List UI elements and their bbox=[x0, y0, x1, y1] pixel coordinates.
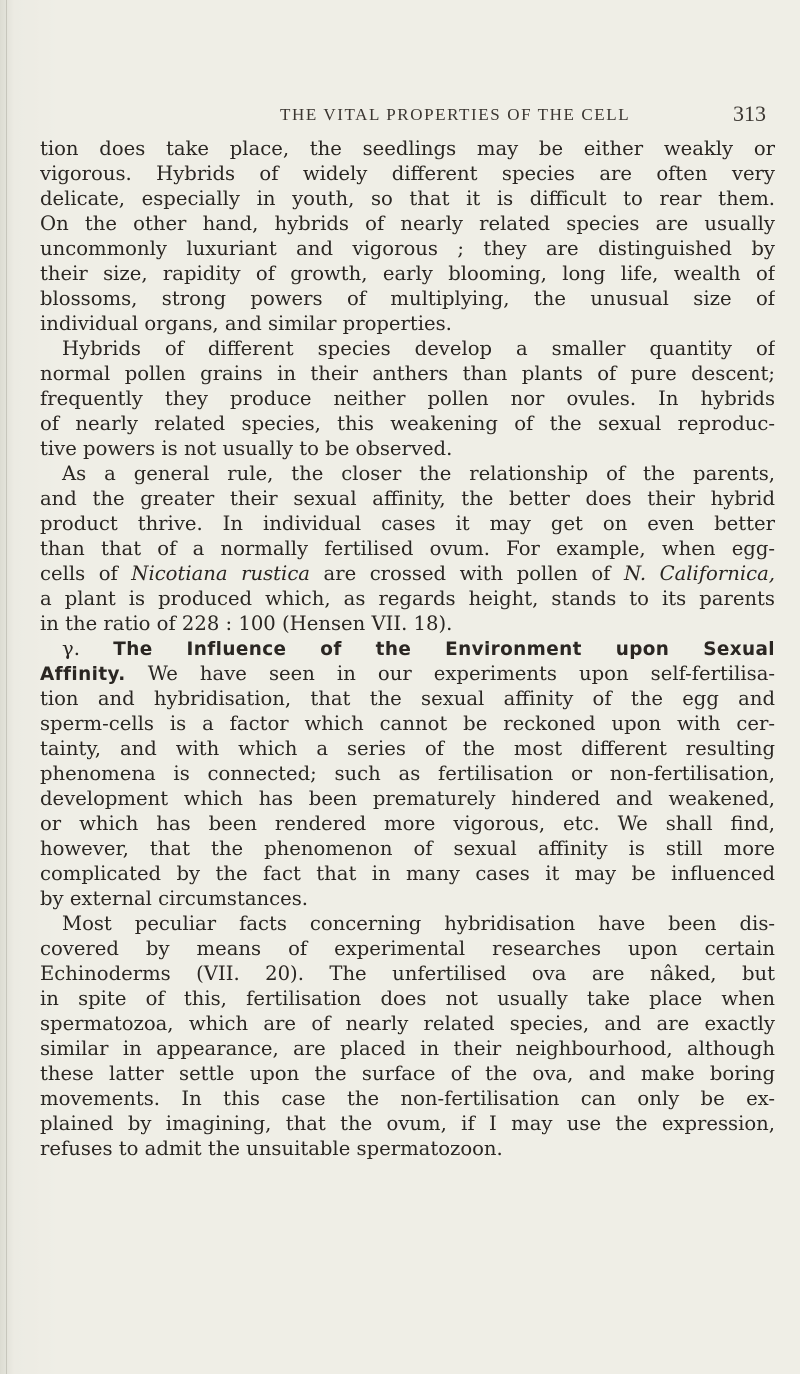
italic-text: Nicotiana rustica bbox=[131, 562, 310, 585]
text-line: complicated by the fact that in many cases it may be influenced bbox=[40, 862, 775, 885]
text-line: however, that the phenomenon of sexual affinity is still more bbox=[40, 837, 775, 860]
text-line: these latter settle upon the surface of the ova, and make boring bbox=[40, 1062, 775, 1085]
text-line: covered by means of experimental researches upon certain bbox=[40, 937, 775, 960]
text-line: blossoms, strong powers of multiplying, the unusual size of bbox=[40, 287, 775, 310]
body-text bbox=[40, 136, 775, 1161]
text-line: phenomena is connected; such as fertilisation or non-fertilisation, bbox=[40, 762, 775, 785]
text-line: vigorous. Hybrids of widely different species are often very bbox=[40, 162, 775, 185]
running-head bbox=[0, 101, 800, 131]
text-line: tion and hybridisation, that the sexual affinity of the egg and bbox=[40, 687, 775, 710]
text-line: or which has been rendered more vigorous, etc. We shall find, bbox=[40, 812, 775, 835]
text-line: tainty, and with which a series of the most different resulting bbox=[40, 737, 775, 760]
text-line: movements. In this case the non-fertilisation can only be ex- bbox=[40, 1087, 775, 1110]
text-line: than that of a normally fertilised ovum. For example, when egg- bbox=[40, 537, 775, 560]
text-line: plained by imagining, that the ovum, if I may use the expression, bbox=[40, 1112, 775, 1135]
running-title: THE VITAL PROPERTIES OF THE CELL bbox=[280, 105, 631, 124]
text-line: delicate, especially in youth, so that it is difficult to rear them. bbox=[40, 187, 775, 210]
text-line: tive powers is not usually to be observed. bbox=[40, 437, 453, 460]
text-line: cells of Nicotiana rustica are crossed with pollen of N. Californica, bbox=[40, 562, 775, 585]
text-line: tion does take place, the seedlings may be either weakly or bbox=[40, 137, 775, 160]
text-line: a plant is produced which, as regards height, stands to its parents bbox=[40, 587, 775, 610]
text-line: sperm-cells is a factor which cannot be reckoned upon with cer- bbox=[40, 712, 775, 735]
text-line: On the other hand, hybrids of nearly related species are usually bbox=[40, 212, 775, 235]
text-line: refuses to admit the unsuitable spermatozoon. bbox=[40, 1137, 503, 1160]
text-line: uncommonly luxuriant and vigorous ; they are distinguished by bbox=[40, 237, 775, 260]
text-line: similar in appearance, are placed in their neighbourhood, although bbox=[40, 1037, 775, 1060]
text-line: normal pollen grains in their anthers than plants of pure descent; bbox=[40, 362, 775, 385]
italic-text: N. Californica, bbox=[623, 562, 775, 585]
text-line: Affinity. We have seen in our experiments upon self-fertilisa- bbox=[40, 662, 775, 685]
page-number: 313 bbox=[733, 101, 766, 126]
text-line: in the ratio of 228 : 100 (Hensen VII. 18). bbox=[40, 612, 453, 635]
text-line: by external circumstances. bbox=[40, 887, 308, 910]
text-line: frequently they produce neither pollen nor ovules. In hybrids bbox=[40, 387, 775, 410]
text-line: their size, rapidity of growth, early blooming, long life, wealth of bbox=[40, 262, 775, 285]
bold-heading-text: Affinity. bbox=[40, 664, 126, 685]
text-line: of nearly related species, this weakening of the sexual reproduc- bbox=[40, 412, 775, 435]
text-line: γ. The Influence of the Environment upon Sexual bbox=[62, 637, 775, 660]
text-line: in spite of this, fertilisation does not usually take place when bbox=[40, 987, 775, 1010]
text-line: As a general rule, the closer the relationship of the parents, bbox=[62, 462, 775, 485]
text-line: development which has been prematurely hindered and weakened, bbox=[40, 787, 775, 810]
page-gutter-edge bbox=[6, 0, 7, 1374]
text-line: Echinoderms (VII. 20). The unfertilised ova are nâked, but bbox=[40, 962, 775, 985]
text-line: Hybrids of different species develop a smaller quantity of bbox=[62, 337, 775, 360]
bold-heading-text: The Influence of the Environment upon Sexual bbox=[113, 639, 775, 660]
text-line: individual organs, and similar properties. bbox=[40, 312, 452, 335]
text-line: spermatozoa, which are of nearly related species, and are exactly bbox=[40, 1012, 775, 1035]
text-line: product thrive. In individual cases it may get on even better bbox=[40, 512, 775, 535]
text-line: and the greater their sexual affinity, the better does their hybrid bbox=[40, 487, 775, 510]
text-line: Most peculiar facts concerning hybridisation have been dis- bbox=[62, 912, 775, 935]
